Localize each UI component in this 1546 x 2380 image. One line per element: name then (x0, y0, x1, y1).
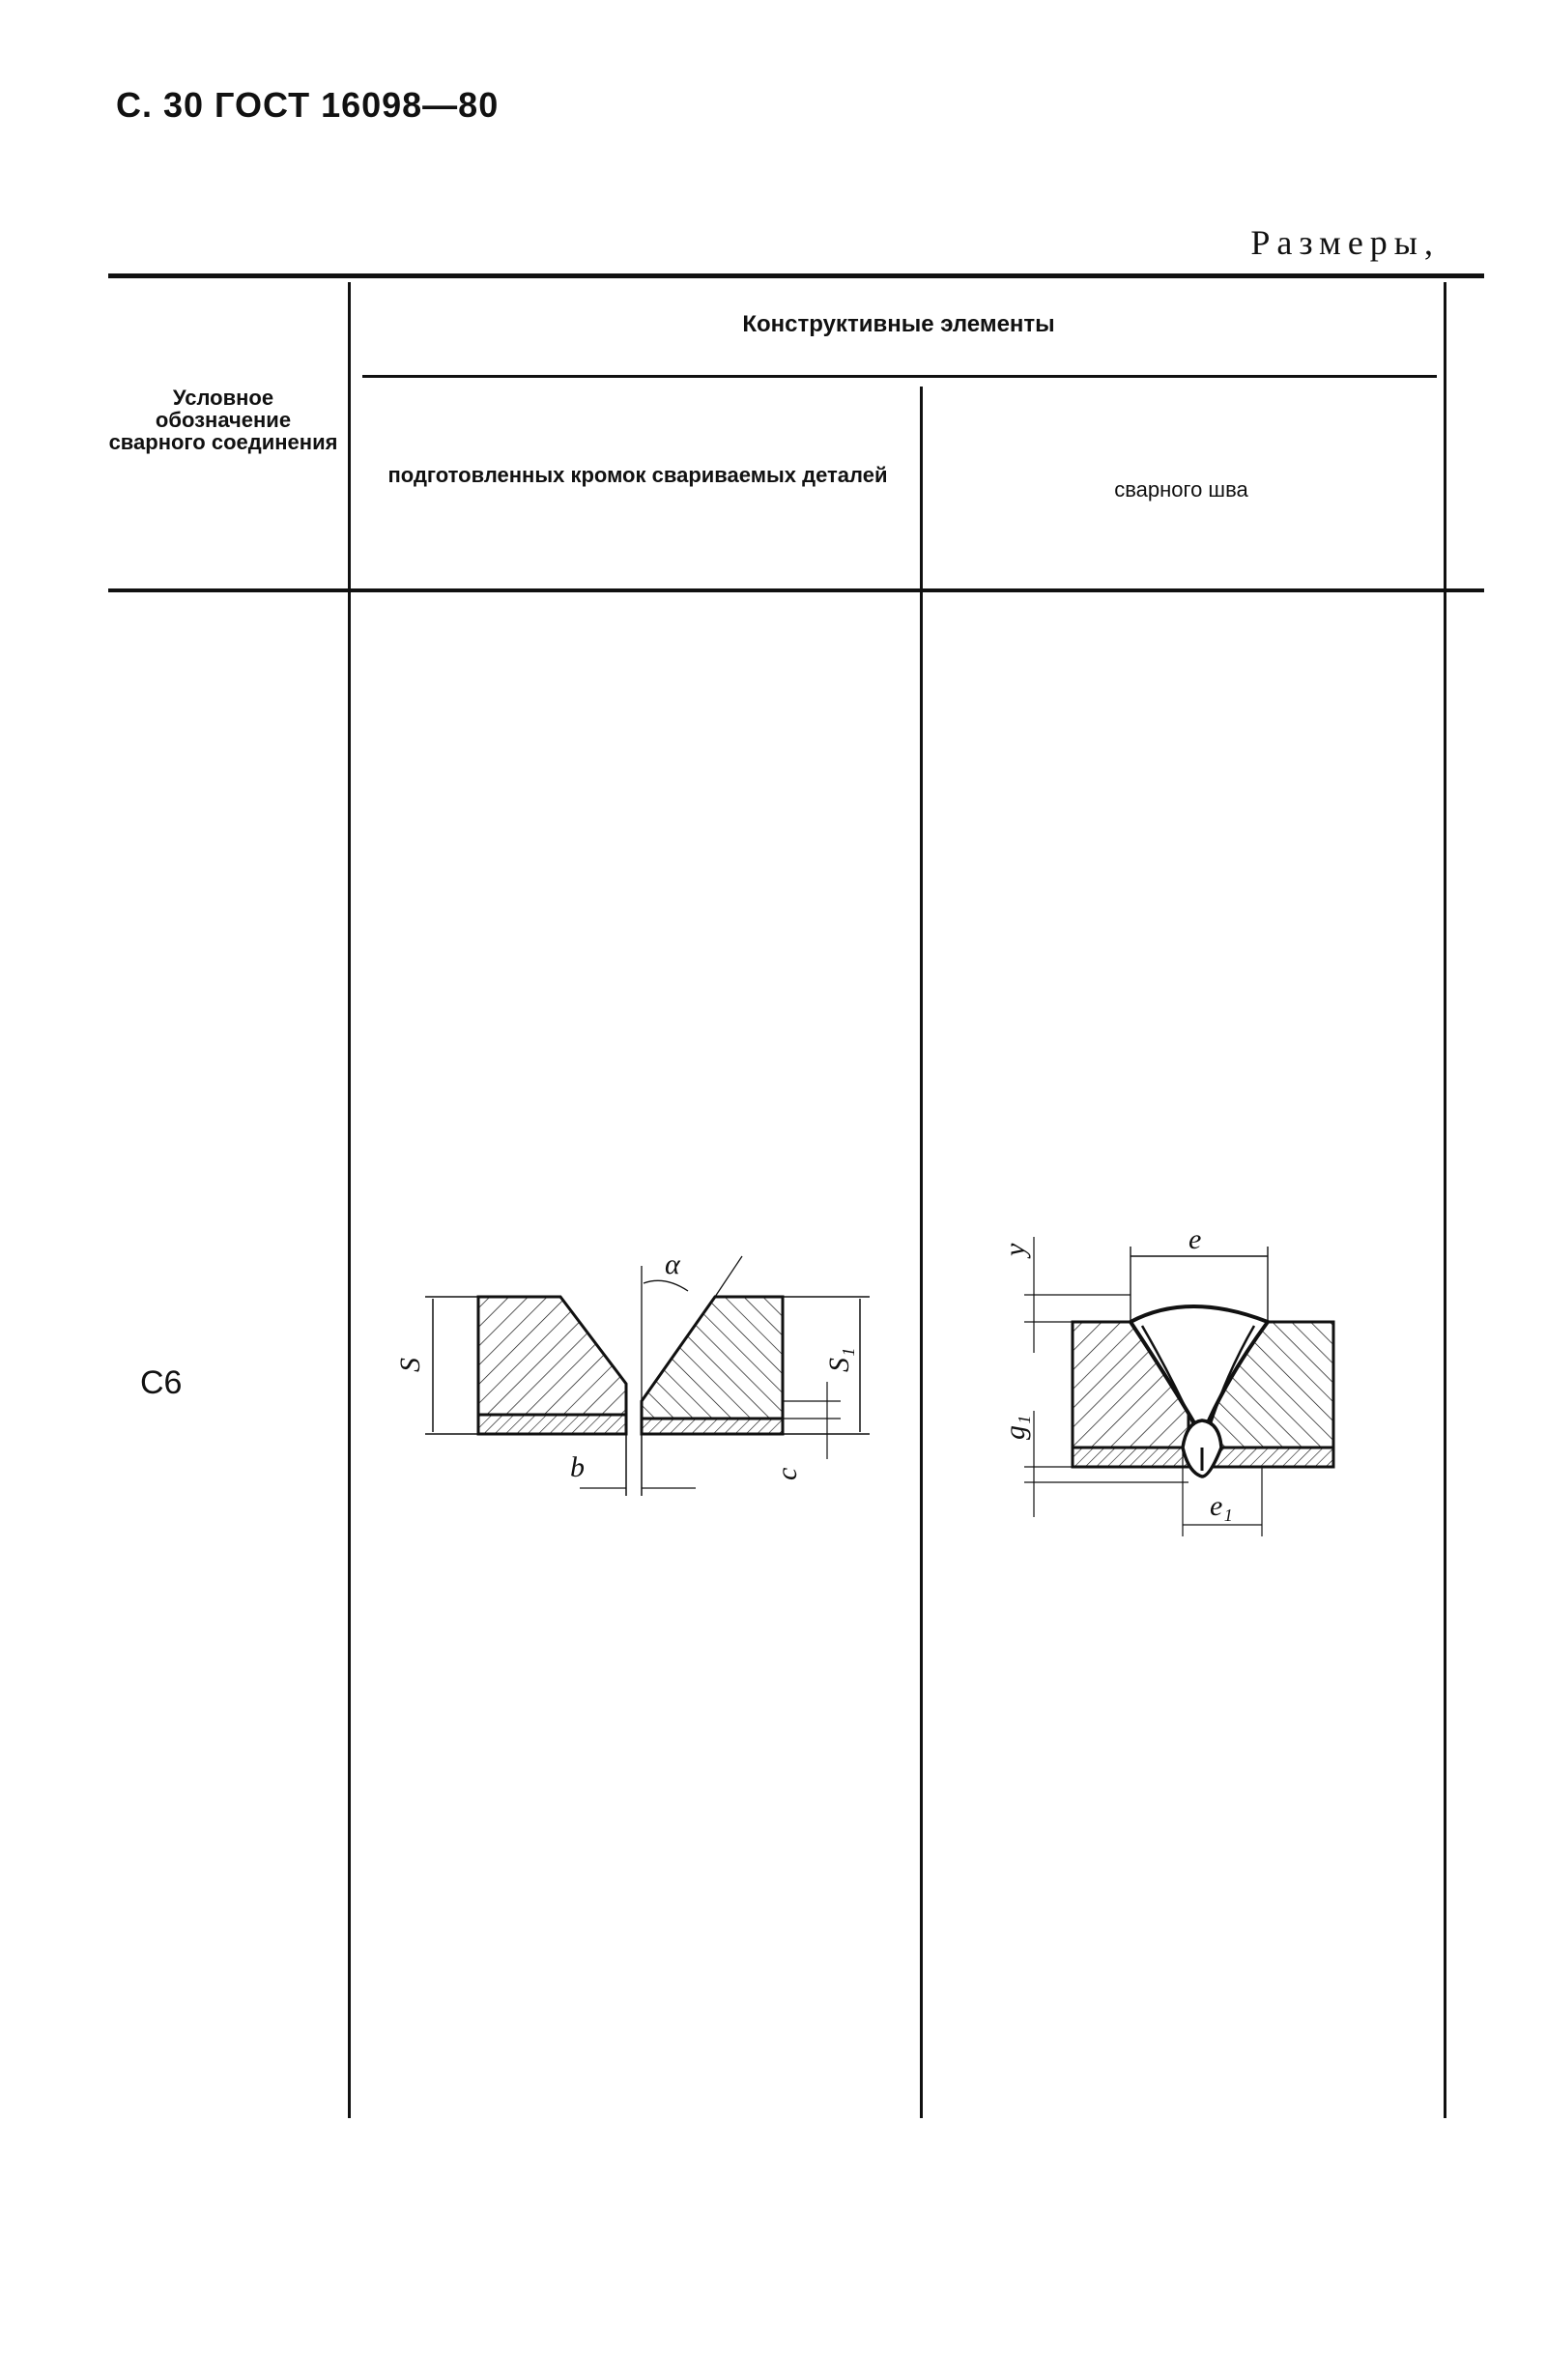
dim-y-label: y (999, 1243, 1031, 1256)
col-divider-1 (348, 282, 351, 2118)
table-top-rule (108, 273, 1484, 278)
left-backing (478, 1415, 626, 1434)
col-divider-3 (1444, 282, 1446, 2118)
dim-e1-label: e₁ (1210, 1490, 1233, 1522)
column-header-designation: Условное обозначение сварного соединения (108, 386, 338, 454)
right-backing (642, 1419, 783, 1434)
col-divider-2 (920, 387, 923, 2118)
units-caption: Размеры, (1250, 223, 1440, 262)
joint-code: С6 (140, 1364, 183, 1401)
dim-g1-label: g₁ (999, 1415, 1031, 1440)
column-header-edges: подготовленных кромок свариваемых деталей (387, 463, 888, 487)
group-header-rule (362, 375, 1437, 378)
dim-c-label: c (771, 1467, 803, 1480)
dim-s1-label: S₁ (823, 1347, 855, 1372)
dim-b-label: b (570, 1451, 585, 1483)
right-plate (642, 1297, 783, 1419)
header-bottom-rule (108, 588, 1484, 592)
column-header-weld: сварного шва (1114, 477, 1248, 502)
left-plate (478, 1297, 626, 1415)
weld-drawing (995, 1218, 1401, 1536)
edges-drawing (394, 1227, 889, 1517)
dim-s-label: S (394, 1358, 426, 1372)
dim-alpha-label: α (665, 1248, 680, 1280)
column-group-header: Конструктивные элементы (742, 311, 1055, 337)
dim-e-label: e (1188, 1223, 1202, 1255)
page-header: С. 30 ГОСТ 16098—80 (116, 85, 500, 125)
